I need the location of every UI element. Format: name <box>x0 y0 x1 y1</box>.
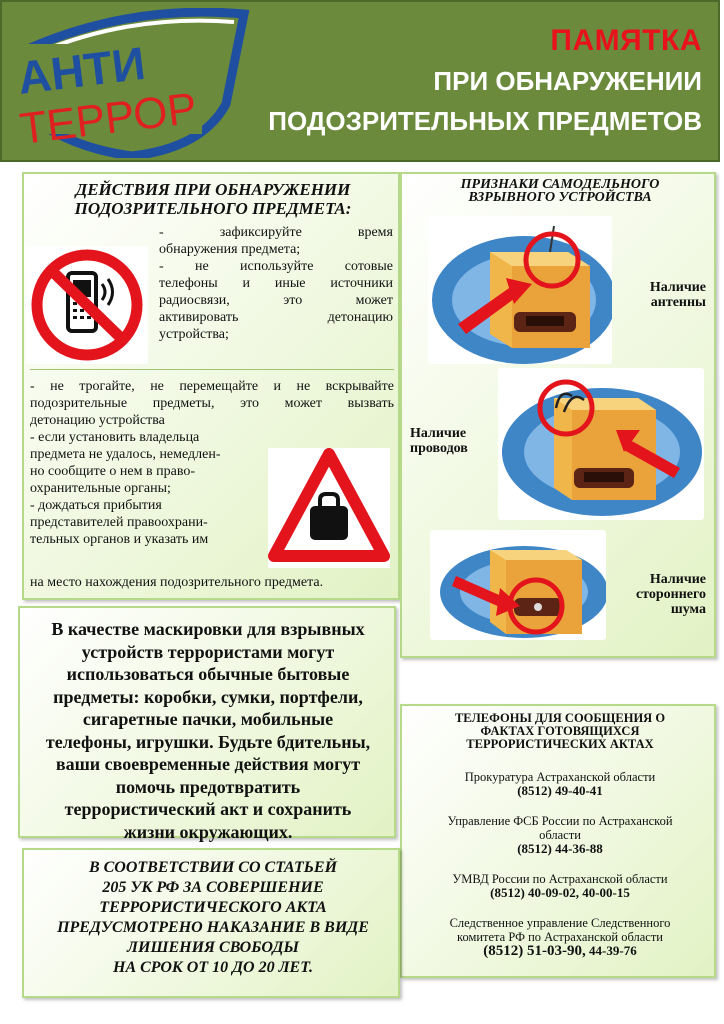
no-phone-icon <box>26 246 148 364</box>
contact-prosecutor: Прокуратура Астраханской области (8512) 49-40-41 <box>464 770 656 798</box>
actions-left-text: - если установить владельца предмета не удалось, немедлен- но сообщите о нем в право- охранительные органы; - дождаться прибытия представителей правоохрани- тельных органов и указать им <box>30 430 221 547</box>
logo-word-anti: АНТИ <box>14 36 148 104</box>
phones-title: ТЕЛЕФОНЫ ДЛЯ СООБЩЕНИЯ О ФАКТАХ ГОТОВЯЩИХСЯ ТЕРРОРИСТИЧЕСКИХ АКТАХ <box>454 711 666 751</box>
wires-label: Наличие проводов <box>410 426 468 456</box>
page-title: ПАМЯТКА <box>550 24 702 57</box>
camouflage-text: В качестве маскировки для взрывных устройств террористами могут использоваться обычные бытовые предметы: коробки, сумки, портфели, сигаретные пачки, мобильные телефоны, игрушки. Будьте бдительны, ваши своевременные действия могут помочь предотвратить террористический акт и сохранить жизни окружающих. <box>45 619 371 842</box>
phone-number: (8512) 44-36-88 <box>517 841 603 856</box>
phone-number-extra: 44-39-76 <box>585 943 637 958</box>
divider <box>30 369 394 370</box>
contact-investigative-committee: Следственное управление Следственного комитета РФ по Астраханской области (8512) 51-03-90, 44-39-76 <box>449 916 671 959</box>
phone-number: (8512) 51-03-90, <box>483 943 586 959</box>
law-panel <box>22 848 400 998</box>
page-subtitle-1: ПРИ ОБНАРУЖЕНИИ <box>433 66 702 96</box>
header-banner <box>0 0 720 162</box>
wires-device-illustration <box>498 368 704 520</box>
contact-umvd: УМВД России по Астраханской области (8512) 40-09-02, 40-00-15 <box>452 872 668 900</box>
anti-terror-logo <box>12 8 252 158</box>
phone-number: (8512) 49-40-41 <box>517 783 603 798</box>
law-text: В СООТВЕТСТВИИ СО СТАТЬЕЙ 205 УК РФ ЗА СОВЕРШЕНИЕ ТЕРРОРИСТИЧЕСКОГО АКТА ПРЕДУСМОТРЕНО НАКАЗАНИЕ В ВИДЕ ЛИШЕНИЯ СВОБОДЫ НА СРОК ОТ 10 ДО 20 ЛЕТ. <box>57 859 369 976</box>
noise-device-illustration <box>430 530 606 640</box>
noise-label: Наличие стороннего шума <box>635 572 706 617</box>
page-subtitle-2: ПОДОЗРИТЕЛЬНЫХ ПРЕДМЕТОВ <box>268 106 702 136</box>
actions-last-line: на место нахождения подозрительного предмета. <box>30 575 324 590</box>
actions-panel <box>22 172 400 600</box>
camouflage-panel <box>18 606 396 842</box>
signs-title: ПРИЗНАКИ САМОДЕЛЬНОГО ВЗРЫВНОГО УСТРОЙСТВА <box>460 177 660 205</box>
actions-right-text: - зафиксируйте время обнаружения предмета; - не используйте сотовые телефоны и иные источники радиосвязи, это может активировать детонацию устройства; <box>159 225 393 342</box>
suspicious-bag-warning-icon <box>268 448 390 568</box>
contact-fsb: Управление ФСБ России по Астраханской области (8512) 44-36-88 <box>447 814 673 856</box>
signs-panel <box>400 172 716 658</box>
phone-number: (8512) 40-09-02, 40-00-15 <box>490 885 630 900</box>
actions-full-text: - не трогайте, не перемещайте и не вскрывайте подозрительные предметы, это может вызвать детонацию устройства <box>30 379 394 428</box>
actions-title: ДЕЙСТВИЯ ПРИ ОБНАРУЖЕНИИ ПОДОЗРИТЕЛЬНОГО ПРЕДМЕТА: <box>74 180 352 218</box>
logo-word-terror: ТЕРРОР <box>17 83 200 154</box>
phones-panel <box>400 704 716 978</box>
antenna-device-illustration <box>428 216 612 364</box>
antenna-label: Наличие антенны <box>649 280 706 310</box>
